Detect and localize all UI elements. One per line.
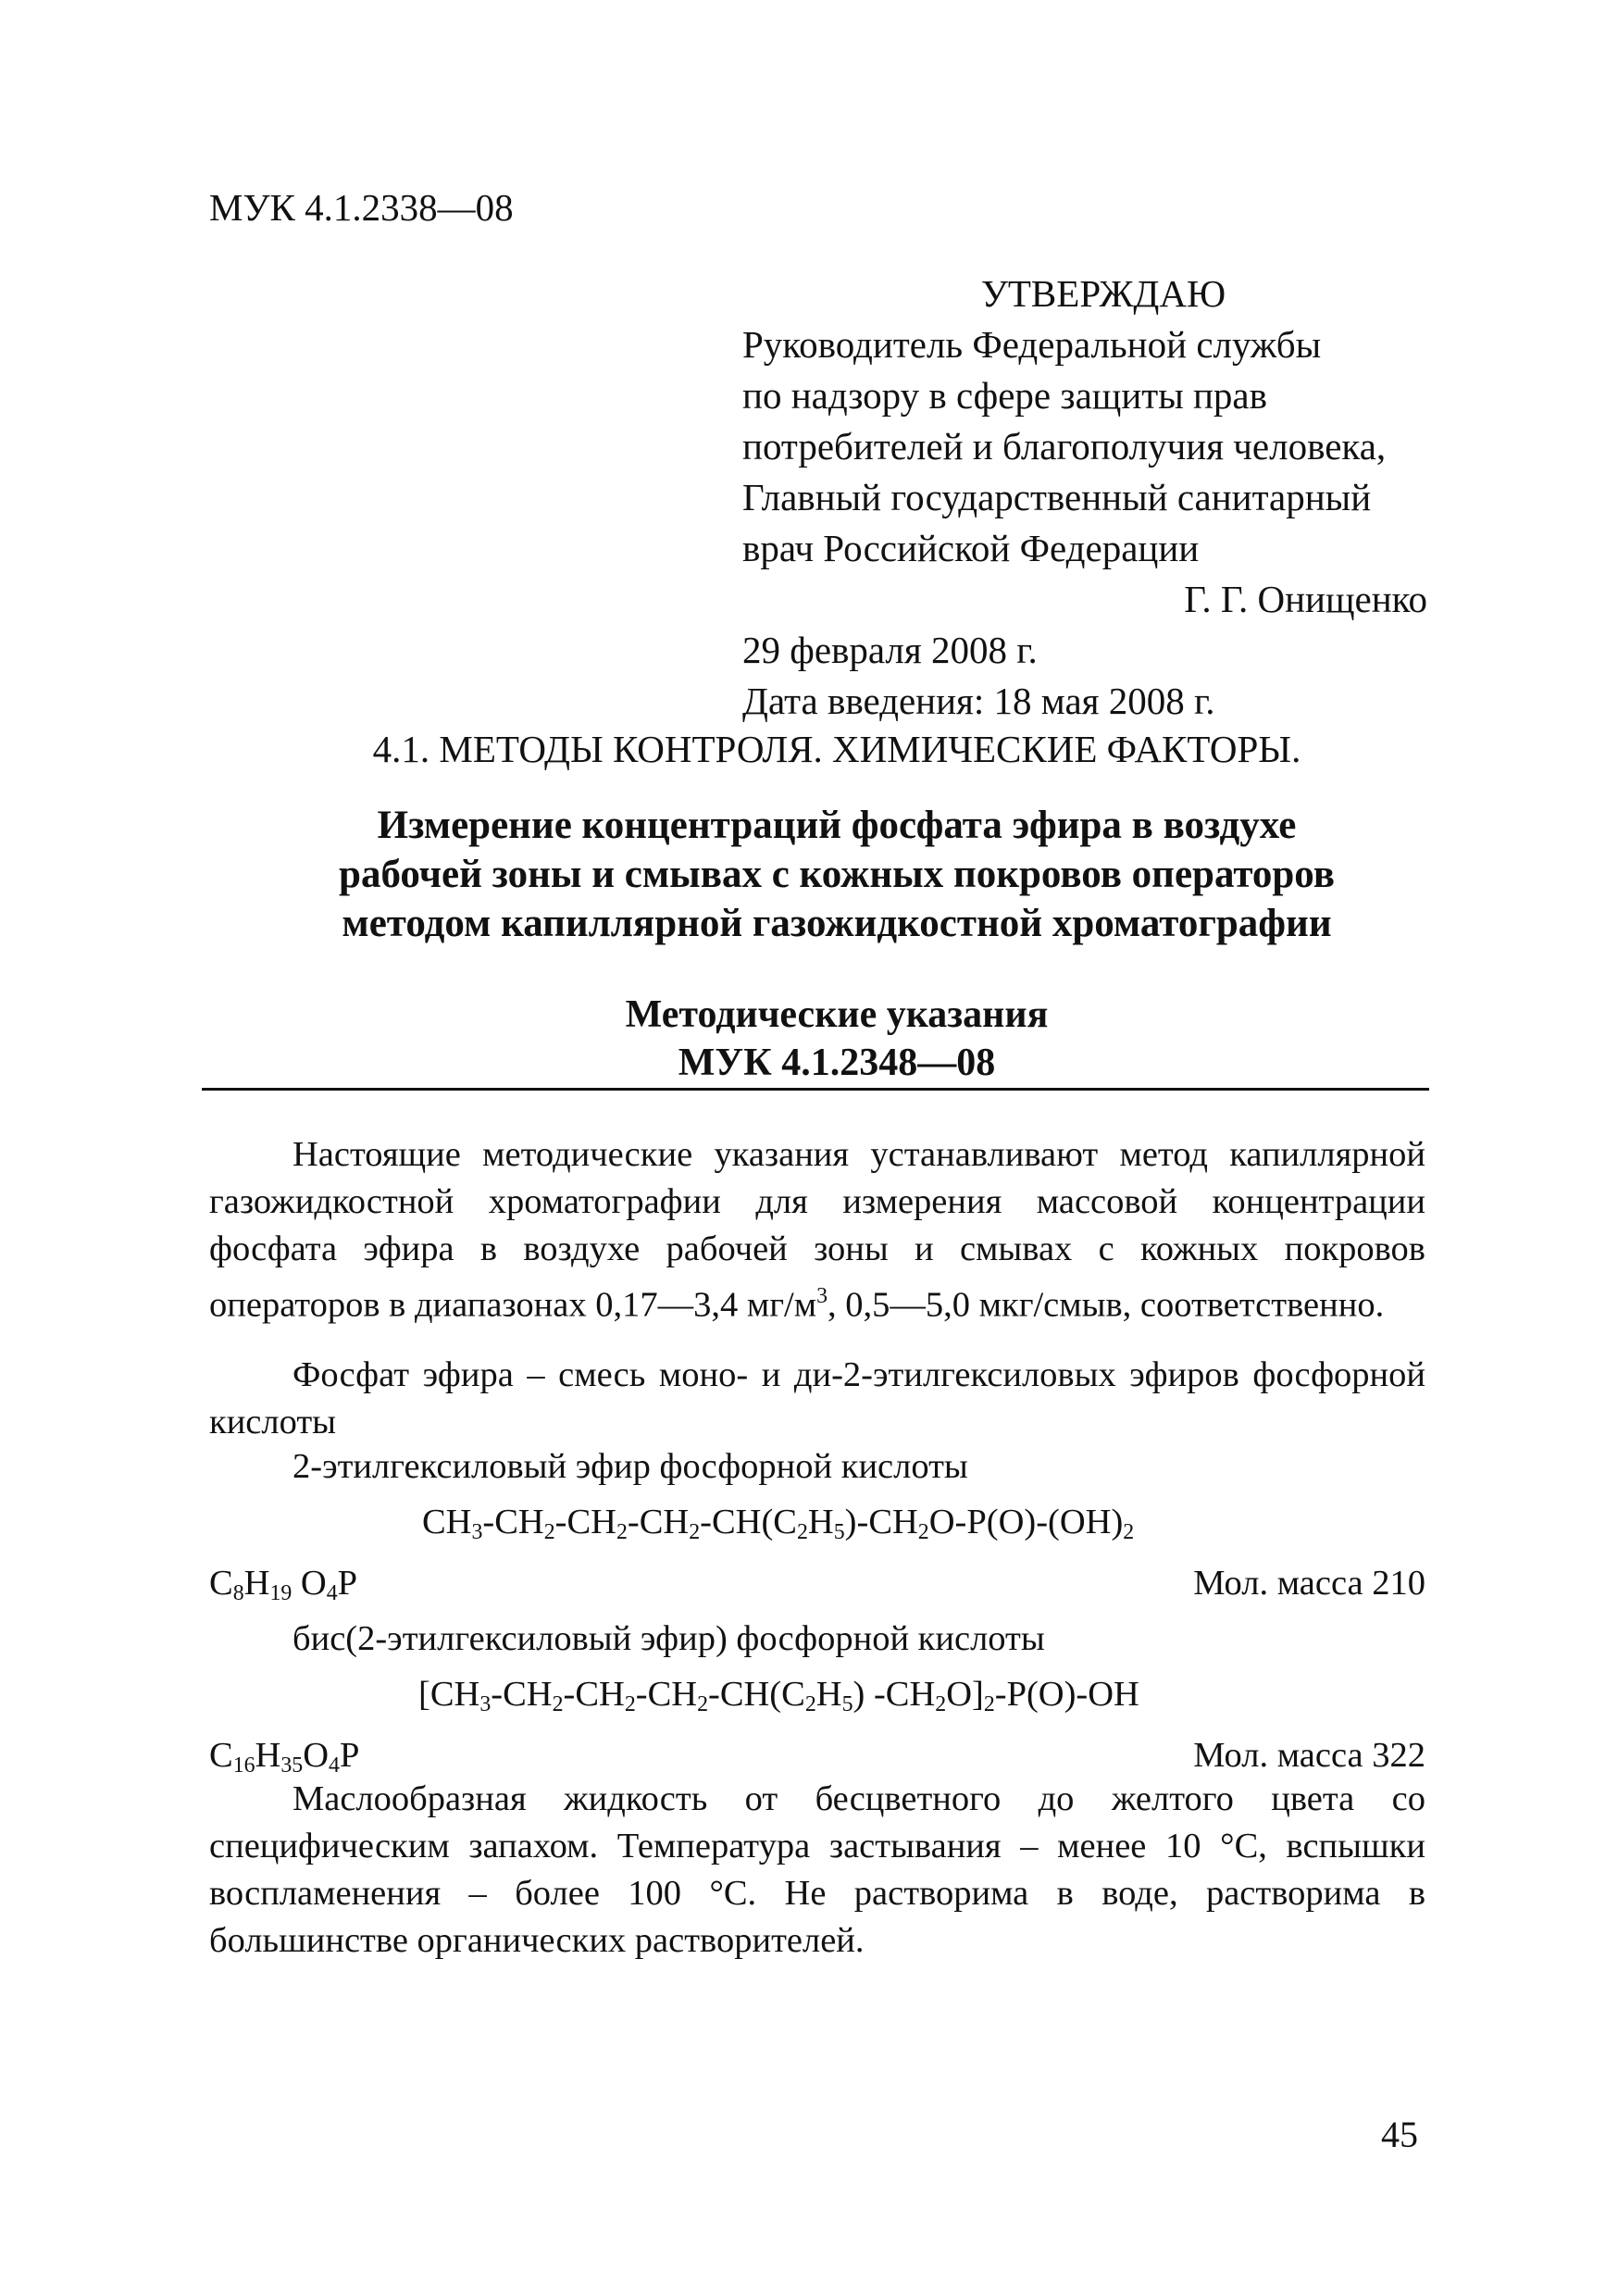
compound2-name: бис(2-этилгексиловый эфир) фосфорной кислоты <box>292 1619 1045 1658</box>
compound1-formula <box>422 1502 1134 1545</box>
paragraph-text: Настоящие методические указания устанавливают метод капиллярной газожидкостной хроматографии для измерения массовой концентрации фосфата эфира в воздухе рабочей зоны и смывах с кожных покровов операторов в диапазонах 0,17—3,4 мг/м <box>209 1135 1425 1325</box>
compound1-row <box>209 1563 1425 1606</box>
title-line: Измерение концентраций фосфата эфира в воздухе <box>377 804 1297 847</box>
compound2-formula <box>418 1674 1139 1717</box>
compound1-gross-formula: $C_8H_{19}$ $O_4P$ <box>209 1564 358 1605</box>
signatory-name: Г. Г. Онищенко <box>1184 578 1427 620</box>
title-line: рабочей зоны и смывах с кожных покровов операторов <box>339 853 1335 896</box>
formula-image: [$CH_3-CH_2-CH_2-CH_2-CH(C_2H_5)$ $-CH_2O]_2-P(O)-OH$ <box>418 1675 1139 1716</box>
superscript: 3 <box>816 1284 828 1308</box>
page-number: 45 <box>1381 2114 1418 2155</box>
approval-block <box>742 268 1427 727</box>
approval-date: 29 февраля 2008 г. <box>742 629 1038 671</box>
document-subtitle <box>0 991 1618 1087</box>
formula-image: $CH_3-CH_2-CH_2-CH_2-CH(C_2H_5)-CH_2O-P(O)-(OH)_2$ <box>422 1503 1135 1544</box>
paragraph-properties: Маслообразная жидкость от бесцветного до желтого цвета со специфическим запахом. Температура застывания – менее 10 °С, вспышки воспламенения – более 100 °С. Не растворима в воде, растворима в большинстве органических растворителей. <box>209 1779 1425 1960</box>
document-title <box>0 801 1618 948</box>
paragraph-scope <box>209 1131 1425 1329</box>
paragraph-text: , 0,5—5,0 мкг/смыв, соответственно. <box>828 1285 1385 1325</box>
compound2-mass: Мол. масса 322 <box>1193 1736 1425 1775</box>
subtitle-code: МУК 4.1.2348—08 <box>678 1042 996 1084</box>
compound2-gross-formula: $C_{16}H_{35}O_4P$ <box>209 1736 360 1778</box>
approval-line: Руководитель Федеральной службы <box>742 323 1322 366</box>
document-code: МУК 4.1.2338—08 <box>209 186 514 229</box>
subtitle-line: Методические указания <box>625 993 1049 1036</box>
paragraph-definition: Фосфат эфира – смесь моно- и ди-2-этилгексиловых эфиров фосфорной кислоты <box>209 1355 1425 1441</box>
compound1-mass: Мол. масса 210 <box>1193 1564 1425 1603</box>
horizontal-rule <box>202 1088 1429 1091</box>
approval-line: по надзору в сфере защиты прав <box>742 374 1267 417</box>
approval-line: врач Российской Федерации <box>742 527 1200 569</box>
section-heading: 4.1. МЕТОДЫ КОНТРОЛЯ. ХИМИЧЕСКИЕ ФАКТОРЫ. <box>372 728 1301 770</box>
compound1-name: 2-этилгексиловый эфир фосфорной кислоты <box>292 1447 968 1486</box>
approval-line: Главный государственный санитарный <box>742 476 1372 518</box>
approval-line: потребителей и благополучия человека, <box>742 425 1387 468</box>
approval-word: УТВЕРЖДАЮ <box>980 272 1226 315</box>
title-line: методом капиллярной газожидкостной хроматографии <box>342 902 1332 945</box>
effective-date: Дата введения: 18 мая 2008 г. <box>742 680 1215 722</box>
compound2-row <box>209 1735 1425 1778</box>
